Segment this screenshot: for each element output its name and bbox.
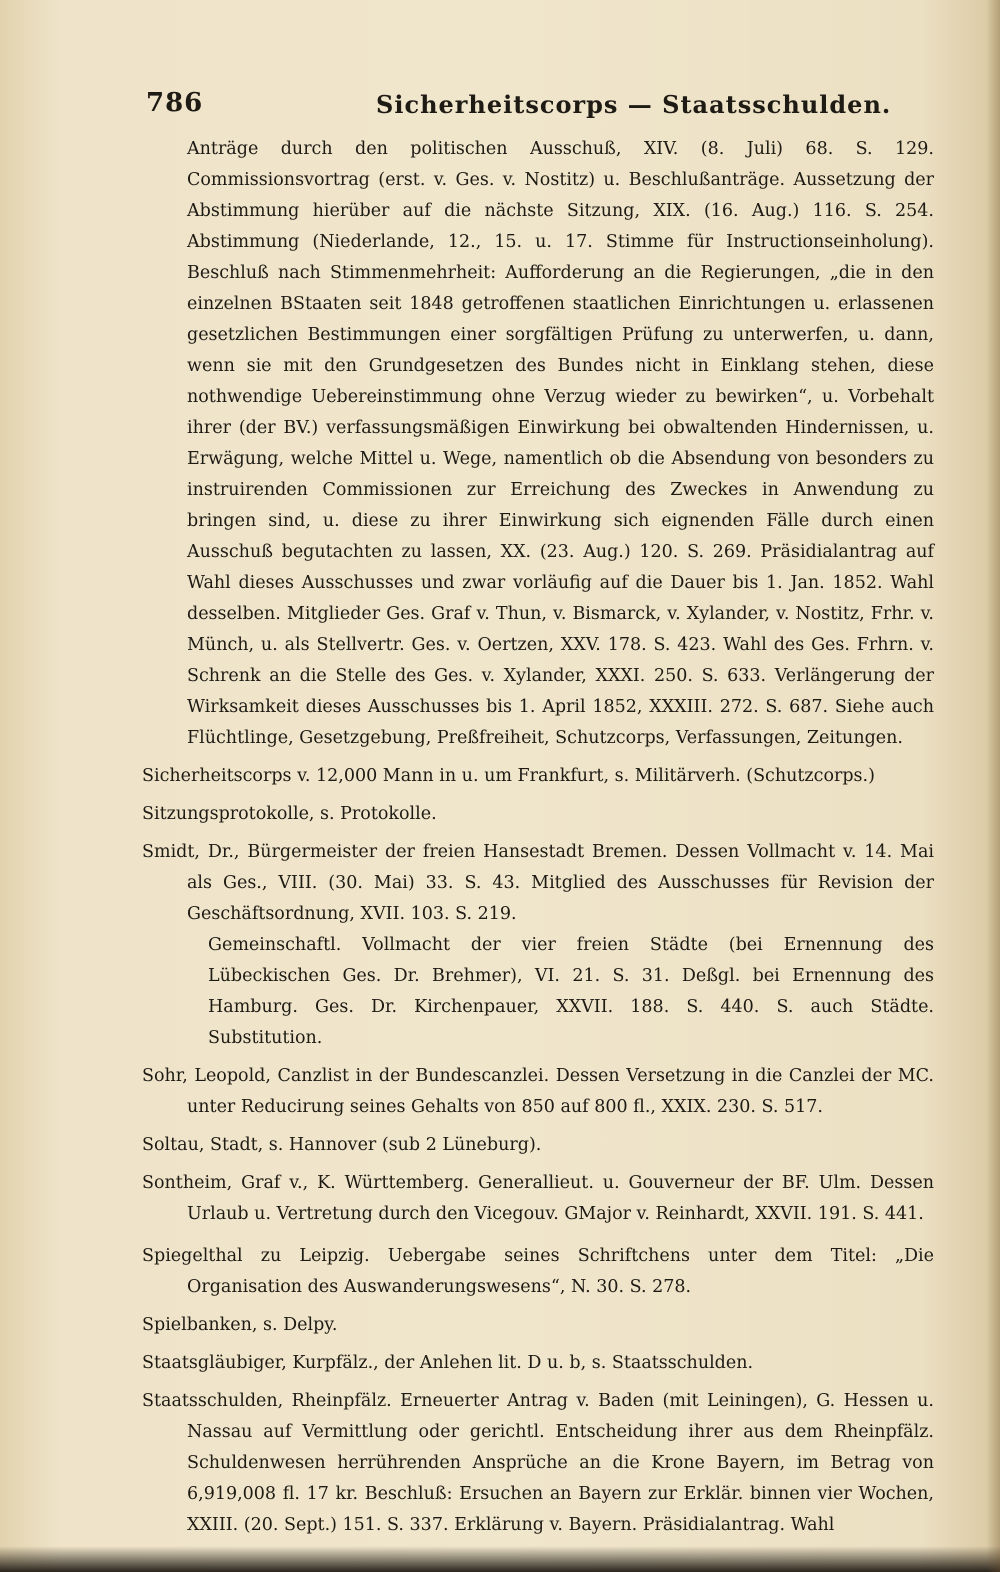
header-title: Sicherheitscorps — Staatsschulden. (376, 90, 892, 119)
index-entry-sitzungsprotokolle: Sitzungsprotokolle, s. Protokolle. (142, 804, 437, 824)
index-entry-soltau: Soltau, Stadt, s. Hannover (sub 2 Lüneburg). (142, 1135, 542, 1155)
index-entry-sontheim: Sontheim, Graf v., K. Württemberg. Generallieut. u. Gouverneur der BF. Ulm. Dessen Urlaub u. Vertretung durch den Vicegouv. GMajor v. Reinhardt, XXVII. 191. S. 441. (142, 1173, 934, 1224)
running-head (146, 88, 946, 128)
index-entry-spielbanken: Spielbanken, s. Delpy. (142, 1315, 338, 1335)
page-number: 786 (146, 88, 204, 118)
index-entry-spiegelthal: Spiegelthal zu Leipzig. Uebergabe seines Schriftchens unter dem Titel: „Die Organisation des Auswanderungswesens“, N. 30. S. 278. (142, 1246, 934, 1297)
index-entry-sohr: Sohr, Leopold, Canzlist in der Bundescanzlei. Dessen Versetzung in die Canzlei der MC. unter Reducirung seines Gehalts von 850 auf 800 fl., XXIX. 230. S. 517. (142, 1066, 934, 1117)
page-bottom-edge (0, 1546, 1000, 1572)
index-text (142, 134, 934, 1541)
index-entry-sicherheitscorps: Sicherheitscorps v. 12,000 Mann in u. um Frankfurt, s. Militärverh. (Schutzcorps.) (142, 766, 875, 786)
continued-entry-paragraph: Anträge durch den politischen Ausschuß, XIV. (8. Juli) 68. S. 129. Commissionsvortrag (erst. v. Ges. v. Nostitz) u. Beschlußanträge. Aussetzung der Abstimmung hierüber auf die nächste Sitzung, XIX. (16. Aug.) 116. S. 254. Abstimmung (Niederlande, 12., 15. u. 17. Stimme für Instructionseinholung). Beschluß nach Stimmenmehrheit: Aufforderung an die Regierungen, „die in den einzelnen BStaaten seit 1848 getroffenen staatlichen Einrichtungen u. erlassenen gesetzlichen Bestimmungen einer sorgfältigen Prüfung zu unterwerfen, u. dann, wenn sie mit den Grundgesetzen des Bundes nicht in Einklang stehen, diese nothwendige Uebereinstimmung ohne Verzug wieder zu bewirken“, u. Vorbehalt ihrer (der BV.) verfassungsmäßigen Einwirkung bei obwaltenden Hindernissen, u. Erwägung, welche Mittel u. Wege, namentlich ob die Absendung von besonders zu instruirenden Commissionen zur Erreichung des Zweckes in Anwendung zu bringen sind, u. diese zu ihrer Einwirkung sich eignenden Fälle durch einen Ausschuß begutachten zu lassen, XX. (23. Aug.) 120. S. 269. Präsidialantrag auf Wahl dieses Ausschusses und zwar vorläufig auf die Dauer bis 1. Jan. 1852. Wahl desselben. Mitglieder Ges. Graf v. Thun, v. Bismarck, v. Xylander, v. Nostitz, Frhr. v. Münch, u. als Stellvertr. Ges. v. Oertzen, XXV. 178. S. 423. Wahl des Ges. Frhrn. v. Schrenk an die Stelle des Ges. v. Xylander, XXXI. 250. S. 633. Verlängerung der Wirksamkeit dieses Ausschusses bis 1. April 1852, XXXIII. 272. S. 687. Siehe auch Flüchtlinge, Gesetzgebung, Preßfreiheit, Schutzcorps, Verfassungen, Zeitungen. (187, 139, 934, 748)
index-subentry-gemeinschaftl: Gemeinschaftl. Vollmacht der vier freien Städte (bei Ernennung des Lübeckischen Ges. Dr. Brehmer), VI. 21. S. 31. Deßgl. bei Ernennung des Hamburg. Ges. Dr. Kirchenpauer, XXVII. 188. S. 440. S. auch Städte. Substitution. (208, 935, 934, 1048)
index-entry-smidt: Smidt, Dr., Bürgermeister der freien Hansestadt Bremen. Dessen Vollmacht v. 14. Mai als Ges., VIII. (30. Mai) 33. S. 43. Mitglied des Ausschusses für Revision der Geschäftsordnung, XVII. 103. S. 219. (142, 842, 934, 924)
index-entry-staatsschulden: Staatsschulden, Rheinpfälz. Erneuerter Antrag v. Baden (mit Leiningen), G. Hessen u. Nassau auf Vermittlung oder gerichtl. Entscheidung ihrer aus dem Rheinpfälz. Schuldenwesen herrührenden Ansprüche an die Krone Bayern, im Betrag von 6,919,008 fl. 17 kr. Beschluß: Ersuchen an Bayern zur Erklär. binnen vier Wochen, XXIII. (20. Sept.) 151. S. 337. Erklärung v. Bayern. Präsidialantrag. Wahl (142, 1391, 934, 1535)
index-entry-staatsglaeubiger: Staatsgläubiger, Kurpfälz., der Anlehen lit. D u. b, s. Staatsschulden. (142, 1353, 754, 1373)
